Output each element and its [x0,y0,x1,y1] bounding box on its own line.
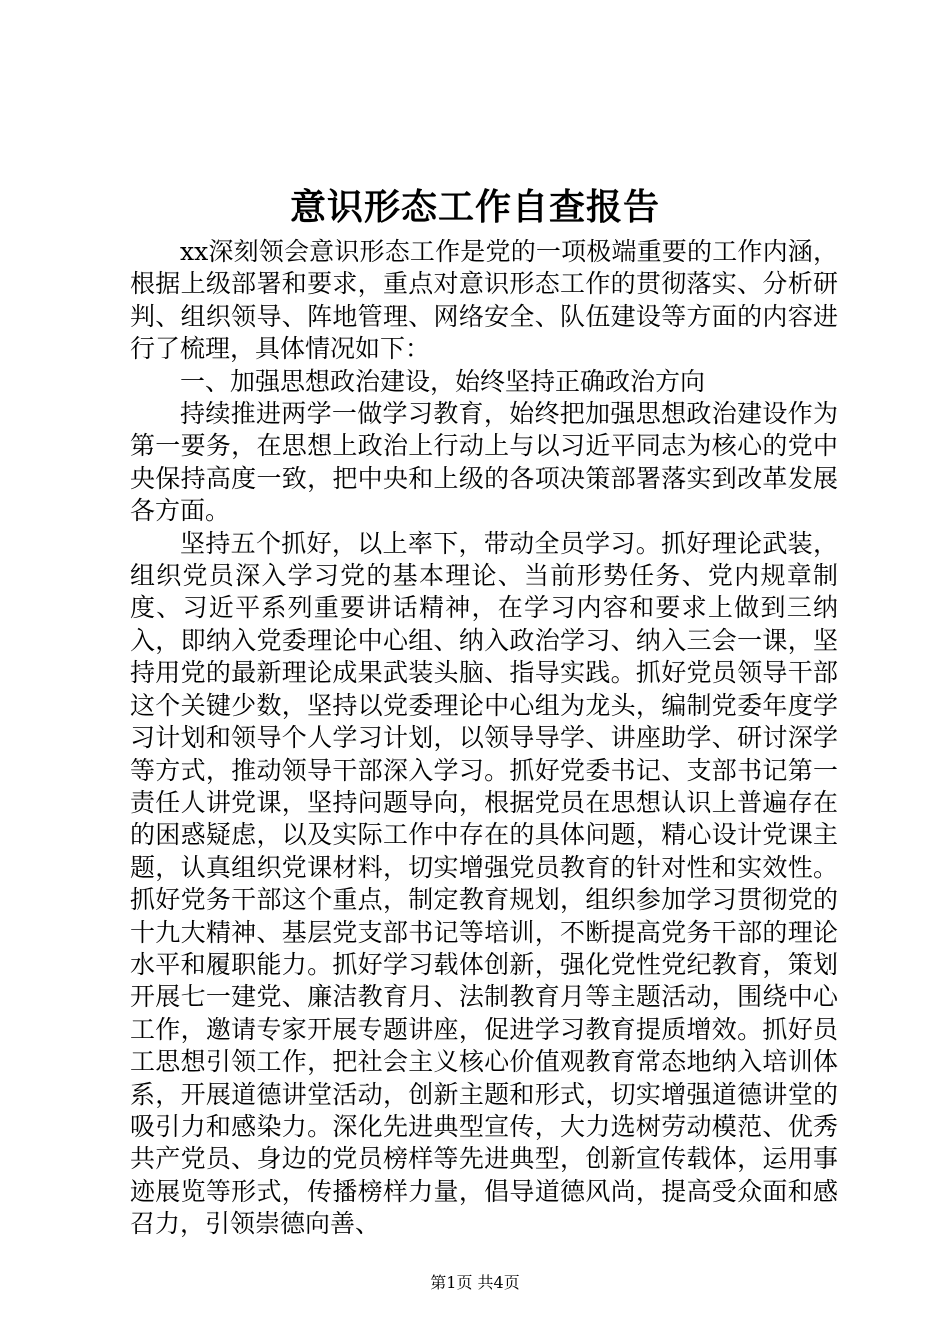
section-heading-1: 一、加强思想政治建设，始终坚持正确政治方向 [180,366,706,396]
body-paragraph: 持续推进两学一做学习教育，始终把加强思想政治建设作为第一要务，在思想上政治上行动上与以习近平同志为核心的党中央保持高度一致，把中央和上级的各项决策部署落实到改革发展各方面。 [130,399,838,526]
body-paragraph: 坚持五个抓好，以上率下，带动全员学习。抓好理论武装，组织党员深入学习党的基本理论、当前形势任务、党内规章制度、习近平系列重要讲话精神，在学习内容和要求上做到三纳入，即纳入党委理论中心组、纳入政治学习、纳入三会一课，坚持用党的最新理论成果武装头脑、指导实践。抓好党员领导干部这个关键少数，坚持以党委理论中心组为龙头，编制党委年度学习计划和领导个人学习计划，以领导导学、讲座助学、研讨深学等方式，推动领导干部深入学习。抓好党委书记、支部书记第一责任人讲党课，坚持问题导向，根据党员在思想认识上普遍存在的困惑疑虑，以及实际工作中存在的具体问题，精心设计党课主题，认真组织党课材料，切实增强党员教育的针对性和实效性。抓好党务干部这个重点，制定教育规划，组织参加学习贯彻党的十九大精神、基层党支部书记等培训，不断提高党务干部的理论水平和履职能力。抓好学习载体创新，强化党性党纪教育，策划开展七一建党、廉洁教育月、法制教育月等主题活动，围绕中心工作，邀请专家开展专题讲座，促进学习教育提质增效。抓好员工思想引领工作，把社会主义核心价值观教育常态地纳入培训体系，开展道德讲堂活动，创新主题和形式，切实增强道德讲堂的吸引力和感染力。深化先进典型宣传，大力选树劳动模范、优秀共产党员、身边的党员榜样等先进典型，创新宣传载体，运用事迹展览等形式，传播榜样力量，倡导道德风尚，提高受众面和感召力，引领崇德向善、 [130,528,838,1239]
document-title: 意识形态工作自查报告 [289,186,660,228]
intro-paragraph: xx深刻领会意识形态工作是党的一项极端重要的工作内涵，根据上级部署和要求，重点对意识形态工作的贯彻落实、分析研判、组织领导、阵地管理、网络安全、队伍建设等方面的内容进行了梳理，具体情况如下： [130,237,838,364]
document-body [130,236,838,1241]
page-number-footer: 第1页 共4页 [430,1273,520,1292]
